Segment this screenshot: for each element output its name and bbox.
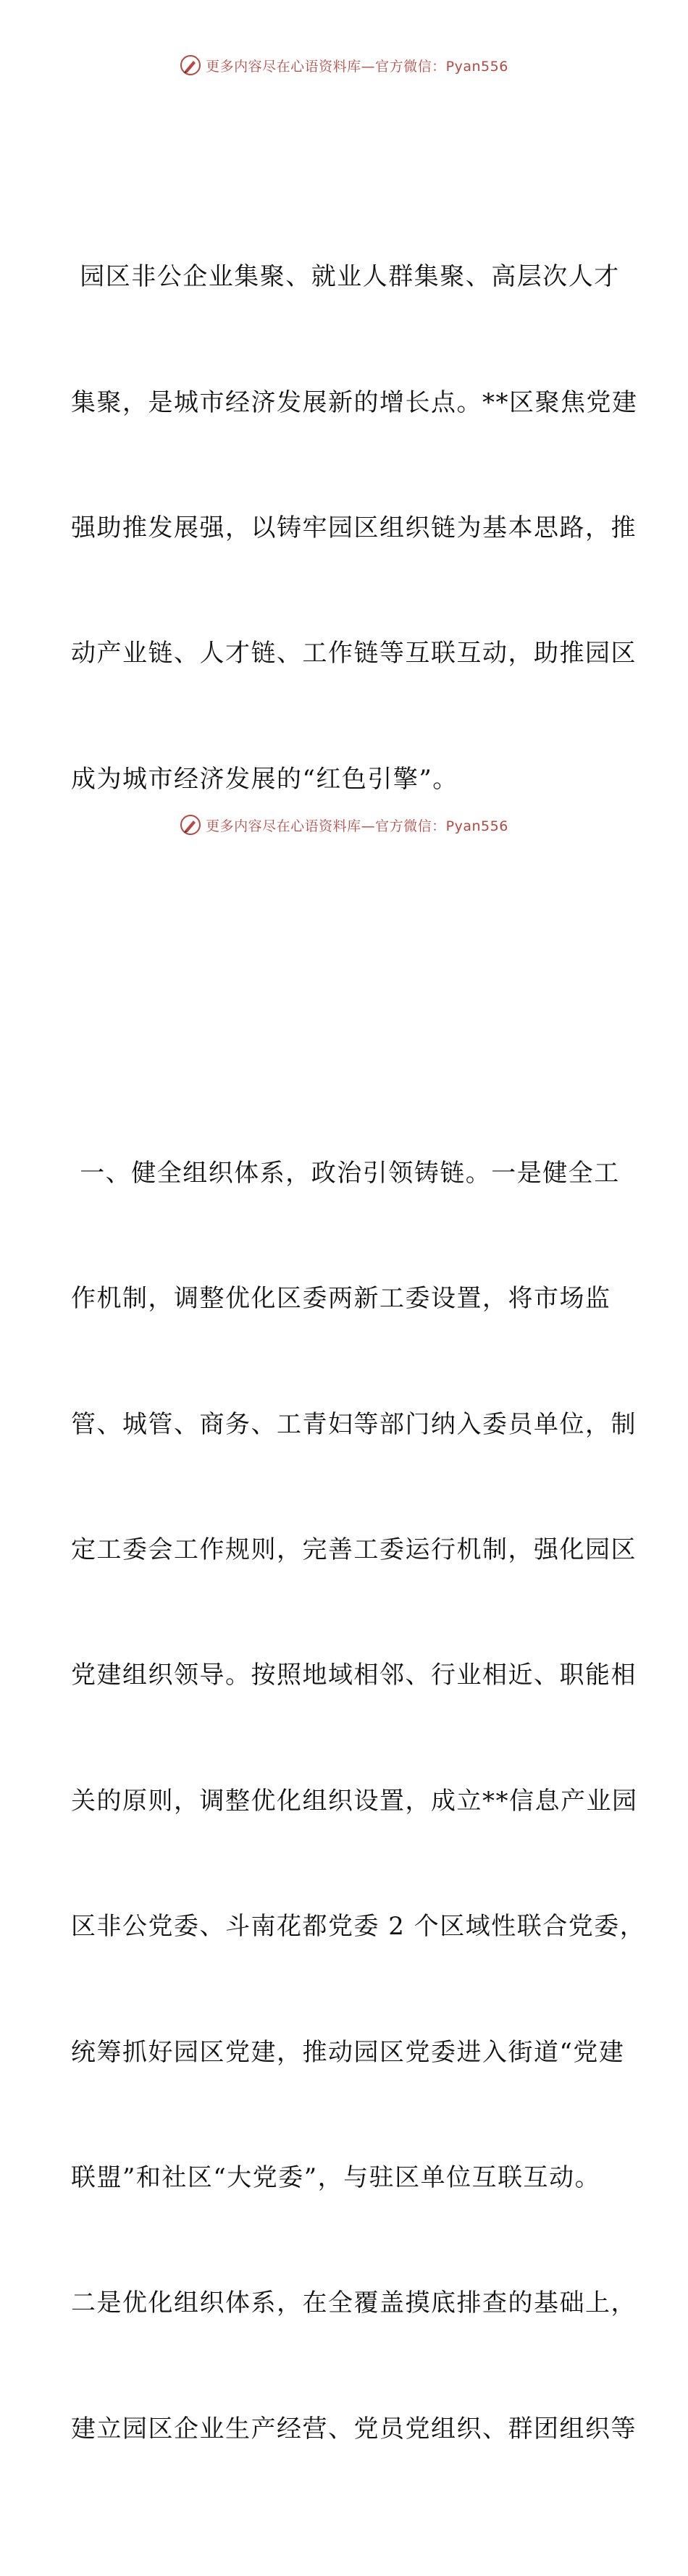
text-line: 统筹抓好园区党建，推动园区党委进入街道“党建 [71,2037,625,2067]
footer-watermark [0,813,688,836]
paragraph-gap [71,968,621,986]
pen-logo-icon [180,54,201,76]
watermark-text: 更多内容尽在心语资料库—官方微信：Pyan556 [206,58,508,75]
text-line: 联盟”和社区“大党委”，与驻区单位互联互动。 [71,2163,601,2193]
pen-logo-icon [180,814,201,836]
text-line: 一、健全组织体系，政治引领铸链。一是健全工 [71,1158,620,1188]
text-line: 关的原则，调整优化组织设置，成立**信息产业园 [71,1786,638,1816]
paragraph-section-one [71,1069,646,2534]
document-body [71,89,646,2576]
text-line: 管、城管、商务、工青妇等部门纳入委员单位，制 [71,1409,637,1439]
text-line: 建立园区企业生产经营、党员党组织、群团组织等 [71,2414,637,2443]
text-line: 动产业链、人才链、工作链等互联互动，助推园区 [71,639,637,668]
text-line: 区非公党委、斗南花都党委 2 个区域性联合党委， [71,1912,646,1942]
text-line: 党建组织领导。按照地域相邻、行业相近、职能相 [71,1661,637,1690]
watermark-text: 更多内容尽在心语资料库—官方微信：Pyan556 [206,818,508,834]
text-line: 集聚，是城市经济发展新的增长点。**区聚焦党建 [71,387,638,417]
text-line: 园区非公企业集聚、就业人群集聚、高层次人才 [71,262,620,292]
header-watermark [0,54,688,77]
text-line: 定工委会工作规则，完善工委运行机制，强化园区 [71,1535,637,1565]
text-line: 二是优化组织体系，在全覆盖摸底排查的基础上， [71,2288,637,2318]
text-line: 强助推发展强，以铸牢园区组织链为基本思路，推 [71,513,637,542]
text-line: 作机制，调整优化区委两新工委设置，将市场监 [71,1284,611,1314]
paragraph-intro [71,173,638,885]
text-line: 成为城市经济发展的“红色引擎”。 [71,764,458,794]
